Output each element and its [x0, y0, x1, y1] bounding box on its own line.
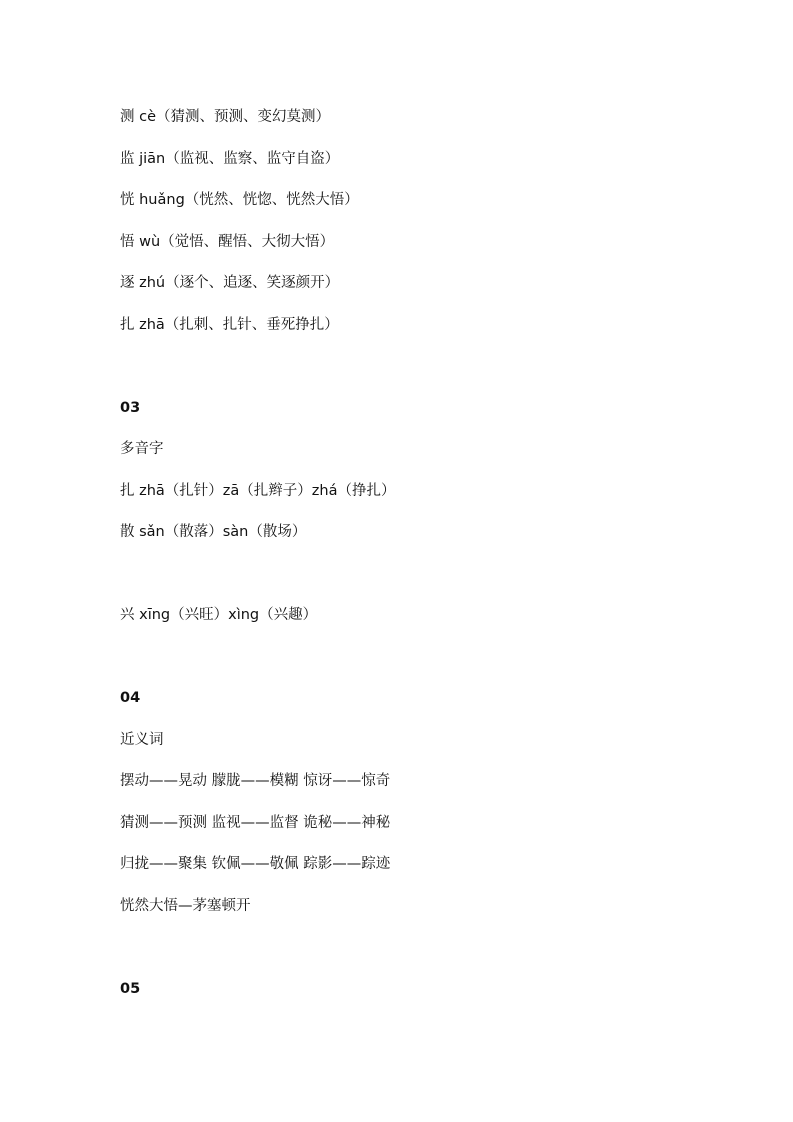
text-line: 多音字	[120, 441, 164, 457]
section-heading: 05	[120, 980, 141, 997]
text-line: 摆动——晃动 朦胧——模糊 惊讶——惊奇	[120, 773, 391, 789]
text-line: 归拢——聚集 钦佩——敬佩 踪影——踪迹	[120, 856, 391, 872]
text-line: 扎 zhā（扎针）zā（扎辫子）zhá（挣扎）	[120, 482, 396, 499]
text-line: 监 jiān（监视、监察、监守自盗）	[120, 150, 340, 167]
document-body	[120, 97, 395, 1010]
blank-line	[120, 927, 395, 969]
text-line: 悟 wù（觉悟、醒悟、大彻大悟）	[120, 233, 335, 250]
text-line: 猜测——预测 监视——监督 诡秘——神秘	[120, 814, 391, 831]
text-line: 近义词	[120, 731, 164, 748]
section-heading: 04	[120, 690, 141, 706]
blank-line	[120, 637, 395, 679]
text-line: 恍然大悟—茅塞顿开	[120, 897, 251, 914]
text-line: 逐 zhú（逐个、追逐、笑逐颜开）	[120, 275, 340, 291]
text-line: 兴 xīng（兴旺）xìng（兴趣）	[120, 607, 318, 623]
text-line: 散 sǎn（散落）sàn（散场）	[120, 524, 307, 540]
text-line: 恍 huǎng（恍然、恍惚、恍然大悟）	[120, 192, 359, 208]
blank-line	[120, 346, 395, 388]
blank-line	[120, 554, 395, 596]
text-line: 扎 zhā（扎刺、扎针、垂死挣扎）	[120, 316, 339, 333]
text-line: 测 cè（猜测、预测、变幻莫测）	[120, 109, 331, 125]
section-heading: 03	[120, 399, 141, 416]
